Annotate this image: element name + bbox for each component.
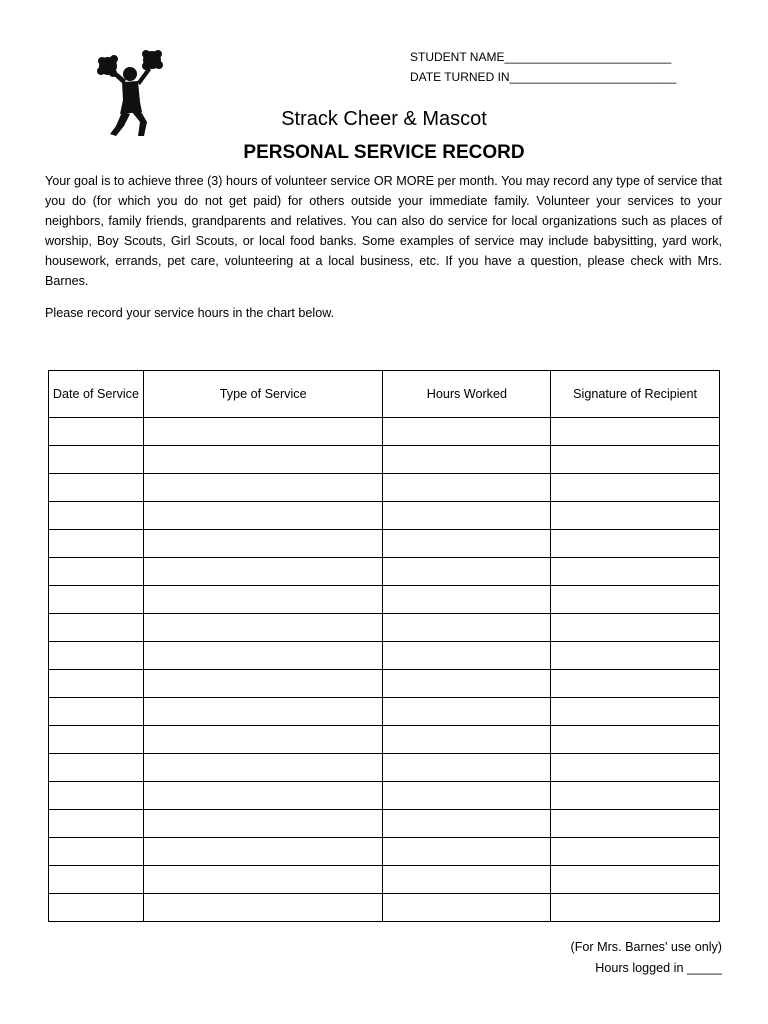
type-cell[interactable] bbox=[143, 642, 383, 670]
footer bbox=[571, 937, 722, 979]
instruction-text: Please record your service hours in the chart below. bbox=[45, 306, 335, 320]
signature-cell[interactable] bbox=[551, 726, 720, 754]
type-cell[interactable] bbox=[143, 586, 383, 614]
student-name-field[interactable]: STUDENT NAME_________________________ bbox=[410, 50, 672, 64]
column-header-date: Date of Service bbox=[49, 371, 144, 418]
signature-cell[interactable] bbox=[551, 698, 720, 726]
type-cell[interactable] bbox=[143, 530, 383, 558]
table-row bbox=[49, 670, 720, 698]
table-row bbox=[49, 754, 720, 782]
intro-paragraph: Your goal is to achieve three (3) hours of volunteer service OR MORE per month. You may record any type of service that you do (for which you do not get paid) for others outside your immediate family. Volunteer your services to your neighbors, family friends, grandparents and relatives. You can also do service for local organizations such as places of worship, Boy Scouts, Girl Scouts, or local food banks. Some examples of service may include babysitting, yard work, housework, errands, pet care, volunteering at a local business, etc. If you have a question, please check with Mrs. Barnes. bbox=[45, 174, 722, 288]
type-cell[interactable] bbox=[143, 754, 383, 782]
org-title: Strack Cheer & Mascot bbox=[281, 108, 487, 130]
date-cell[interactable] bbox=[49, 446, 144, 474]
type-cell[interactable] bbox=[143, 810, 383, 838]
table-row bbox=[49, 530, 720, 558]
type-cell[interactable] bbox=[143, 670, 383, 698]
date-turned-in-field[interactable]: DATE TURNED IN_________________________ bbox=[410, 70, 677, 84]
date-cell[interactable] bbox=[49, 418, 144, 446]
date-cell[interactable] bbox=[49, 894, 144, 922]
signature-cell[interactable] bbox=[551, 670, 720, 698]
hours-cell[interactable] bbox=[383, 446, 551, 474]
signature-cell[interactable] bbox=[551, 502, 720, 530]
date-cell[interactable] bbox=[49, 670, 144, 698]
signature-cell[interactable] bbox=[551, 418, 720, 446]
hours-cell[interactable] bbox=[383, 586, 551, 614]
hours-cell[interactable] bbox=[383, 418, 551, 446]
signature-cell[interactable] bbox=[551, 642, 720, 670]
hours-cell[interactable] bbox=[383, 670, 551, 698]
date-cell[interactable] bbox=[49, 614, 144, 642]
date-cell[interactable] bbox=[49, 530, 144, 558]
date-cell[interactable] bbox=[49, 754, 144, 782]
signature-cell[interactable] bbox=[551, 866, 720, 894]
table-row bbox=[49, 502, 720, 530]
date-cell[interactable] bbox=[49, 642, 144, 670]
hours-cell[interactable] bbox=[383, 726, 551, 754]
office-use-note: (For Mrs. Barnes' use only) bbox=[570, 940, 722, 954]
signature-cell[interactable] bbox=[551, 614, 720, 642]
date-cell[interactable] bbox=[49, 502, 144, 530]
type-cell[interactable] bbox=[143, 502, 383, 530]
hours-cell[interactable] bbox=[383, 810, 551, 838]
hours-cell[interactable] bbox=[383, 782, 551, 810]
date-cell[interactable] bbox=[49, 586, 144, 614]
hours-cell[interactable] bbox=[383, 530, 551, 558]
date-cell[interactable] bbox=[49, 726, 144, 754]
table-row bbox=[49, 558, 720, 586]
date-cell[interactable] bbox=[49, 698, 144, 726]
column-header-hours: Hours Worked bbox=[383, 371, 551, 418]
table-row bbox=[49, 810, 720, 838]
table-row bbox=[49, 642, 720, 670]
type-cell[interactable] bbox=[143, 782, 383, 810]
table-row bbox=[49, 866, 720, 894]
date-cell[interactable] bbox=[49, 866, 144, 894]
table-row bbox=[49, 782, 720, 810]
type-cell[interactable] bbox=[143, 418, 383, 446]
date-cell[interactable] bbox=[49, 838, 144, 866]
table-header-row bbox=[49, 371, 720, 418]
service-record-table bbox=[48, 370, 720, 922]
column-header-signature: Signature of Recipient bbox=[551, 371, 720, 418]
type-cell[interactable] bbox=[143, 726, 383, 754]
signature-cell[interactable] bbox=[551, 754, 720, 782]
signature-cell[interactable] bbox=[551, 838, 720, 866]
table-row bbox=[49, 698, 720, 726]
type-cell[interactable] bbox=[143, 866, 383, 894]
page-title: PERSONAL SERVICE RECORD bbox=[243, 142, 525, 163]
signature-cell[interactable] bbox=[551, 558, 720, 586]
hours-cell[interactable] bbox=[383, 558, 551, 586]
table-row bbox=[49, 838, 720, 866]
hours-cell[interactable] bbox=[383, 698, 551, 726]
type-cell[interactable] bbox=[143, 558, 383, 586]
table-row bbox=[49, 418, 720, 446]
signature-cell[interactable] bbox=[551, 474, 720, 502]
type-cell[interactable] bbox=[143, 614, 383, 642]
table-row bbox=[49, 726, 720, 754]
table-row bbox=[49, 446, 720, 474]
hours-cell[interactable] bbox=[383, 502, 551, 530]
signature-cell[interactable] bbox=[551, 586, 720, 614]
type-cell[interactable] bbox=[143, 894, 383, 922]
hours-cell[interactable] bbox=[383, 474, 551, 502]
hours-cell[interactable] bbox=[383, 642, 551, 670]
table-body bbox=[49, 418, 720, 922]
type-cell[interactable] bbox=[143, 446, 383, 474]
type-cell[interactable] bbox=[143, 698, 383, 726]
date-cell[interactable] bbox=[49, 782, 144, 810]
hours-cell[interactable] bbox=[383, 754, 551, 782]
type-cell[interactable] bbox=[143, 838, 383, 866]
column-header-type: Type of Service bbox=[143, 371, 383, 418]
student-fields bbox=[410, 47, 676, 87]
type-cell[interactable] bbox=[143, 474, 383, 502]
signature-cell[interactable] bbox=[551, 894, 720, 922]
hours-cell[interactable] bbox=[383, 838, 551, 866]
signature-cell[interactable] bbox=[551, 446, 720, 474]
hours-cell[interactable] bbox=[383, 894, 551, 922]
signature-cell[interactable] bbox=[551, 782, 720, 810]
table-row bbox=[49, 614, 720, 642]
hours-logged-field[interactable]: Hours logged in _____ bbox=[595, 961, 722, 975]
signature-cell[interactable] bbox=[551, 810, 720, 838]
date-cell[interactable] bbox=[49, 810, 144, 838]
table-row bbox=[49, 894, 720, 922]
table-row bbox=[49, 474, 720, 502]
signature-cell[interactable] bbox=[551, 530, 720, 558]
date-cell[interactable] bbox=[49, 474, 144, 502]
date-cell[interactable] bbox=[49, 558, 144, 586]
hours-cell[interactable] bbox=[383, 866, 551, 894]
hours-cell[interactable] bbox=[383, 614, 551, 642]
table-row bbox=[49, 586, 720, 614]
